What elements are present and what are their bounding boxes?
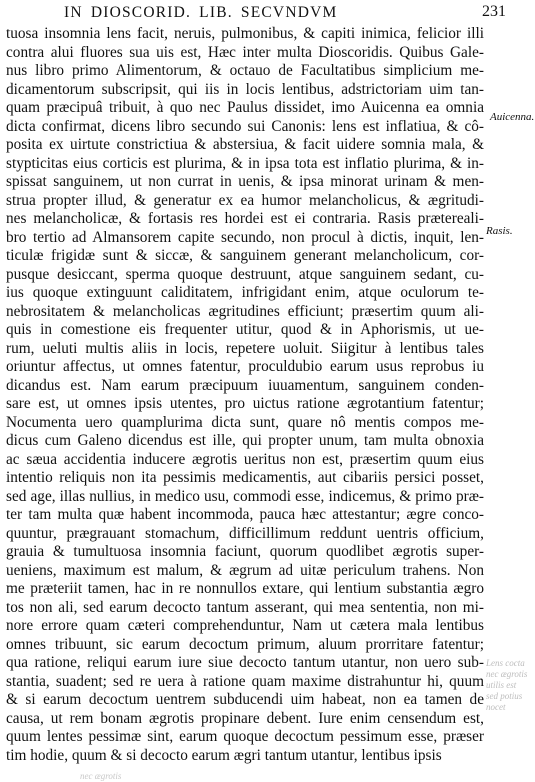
show-through-line: sed potius <box>486 691 523 701</box>
text-line: quuntur, prægrauant stomachum, difficillimum reddunt uentris officium, <box>6 524 484 542</box>
text-line: dicta confirmat, dicens libro secundo sui Canonis: lens est inflatiua, & cô- <box>6 117 484 135</box>
text-line: nebrositatem & melancholicas ægritudines efficiunt; præsertim quum ali- <box>6 302 484 320</box>
text-line: contra alui fluores sua uis est, Hæc inter multa Dioscoridis. Quibus Gale- <box>6 43 484 61</box>
show-through-line: utilis est <box>486 680 517 690</box>
text-line: Nocumenta uero quamplurima dicta sunt, quare nô mentis compos me- <box>6 413 484 431</box>
text-line: ueniens, maximum est malum, & ægrum ad uitæ periculum trahens. Non <box>6 561 484 579</box>
show-through-text <box>486 658 535 782</box>
running-head <box>0 2 535 24</box>
text-line: ac sæua accidentia inducere ægrotis ueritus non est, præsertim quum eius <box>6 450 484 468</box>
text-line: dicus cum Galeno dicendus est ille, qui propter unum, tam multa obnoxia <box>6 432 484 449</box>
foot-bleed-text: nec ægrotis <box>80 771 122 781</box>
text-line: pusque desiccant, sperma quoque destruunt, atque sanguinem sedant, cu- <box>6 265 484 283</box>
text-line: nore errore quam cæteri comprehenduntur, Nam ut cætera mala lentibus <box>6 617 484 634</box>
text-line: sare est, ut omnes ipsis utentes, pro uictus ratione ægrotantium fatentur; <box>6 395 484 412</box>
page-number: 231 <box>482 3 506 20</box>
text-line: spissat sanguinem, ut non currat in uenis, & ipsa minorat urinam & men- <box>6 173 484 190</box>
text-line: grauia & tumultuosa insomnia faciunt, quorum quodlibet ægrotis super- <box>6 543 484 560</box>
text-line: ius quoque extinguunt caliditatem, infrigidant enim, atque oculorum te- <box>6 284 484 301</box>
text-line: tuosa insomnia lens facit, neruis, pulmonibus, & capiti inimica, felicior illi <box>6 25 484 42</box>
text-line: stantia, suadent; sed re uera à ratione quam maxime distrahuntur hi, quum <box>6 672 484 690</box>
text-line: causa, ut rem bonam ægrotis propinare debent. Iure enim censendum est, <box>6 709 484 727</box>
text-line: omnes tribuunt, sic earum decoctum primum, aluum prorritare fatentur; <box>6 635 484 653</box>
show-through-line: Lens cocta <box>486 658 525 668</box>
running-title: IN DIOSCORID. LIB. SECVNDVM <box>64 4 338 21</box>
text-line: stypticitas eius corticis est plurima, & in ipsa tota est inflatio plurima, & in- <box>6 154 484 172</box>
text-line: & si earum decoctum uentrem subducendi uim habeat, non ea tamen de <box>6 691 484 708</box>
text-line: sed age, illas nullius, in medico usu, commodi esse, indicemus, & primo præ- <box>6 487 484 505</box>
text-line: posita ex uirtute constrictiua & abstersiua, & facit uidere somnia mala, & <box>6 136 484 153</box>
text-line: rum, ueluti multis aliis in locis, repetere uoluit. Siigitur à lentibus tales <box>6 339 484 357</box>
show-through-line: nec ægrotis <box>486 669 528 679</box>
text-line: quum lentes pessimæ sint, earum quoque decoctum pessimum esse, præser <box>6 728 484 745</box>
margin-note-rasis: Rasis. <box>486 225 513 237</box>
text-line: quam præcipuâ tribuit, à quo nec Paulus dissidet, imo Auicenna ea omnia <box>6 99 484 116</box>
show-through-line: nocet <box>486 702 506 712</box>
text-line: bro tertio ad Almansorem capite secundo, non procul à dictis, inquit, len- <box>6 228 484 246</box>
margin-note-avicenna: Auicenna. <box>490 111 535 123</box>
text-line: tim hodie, quum & si decocto earum ægri tantum utantur, lentibus ipsis <box>6 746 442 764</box>
text-line: dicandus est. Nam earum præcipuum iuuamentum, sanguinem conden- <box>6 376 484 394</box>
text-line: nes melancholicæ, & fortasis res hordei est ei contraria. Rasis prætereali- <box>6 210 484 227</box>
text-line: ter tam multa quæ habent incommoda, pauca hæc attestantur; ægre conco- <box>6 506 484 523</box>
text-line: strua propter illud, & generatur ex ea humor melancholicus, & ægritudi- <box>6 191 484 209</box>
text-line: nus libro primo Alimentorum, & octauo de Facultatibus simplicium me- <box>6 62 484 79</box>
text-line: me præteriit tamen, hac in re nonnullos extare, qui lentium substantia ægro <box>6 580 484 597</box>
text-line: qua ratione, reliqui earum iure siue decocto tantum utantur, non uero sub- <box>6 654 484 671</box>
text-line: intentio reliquis non ita pessimis medicamentis, aut cibariis persici posset, <box>6 469 484 486</box>
text-line: ticulæ frigidæ sunt & siccæ, & sanguinem generant melancholicum, cor- <box>6 247 484 264</box>
text-line: quis in comestione eis frequenter utitur, quod & in Aphorismis, ut ue- <box>6 321 484 338</box>
text-line: tos non ali, sed earum decocto tantum asserant, qui mea sententia, non mi- <box>6 598 484 616</box>
body-text <box>6 25 484 765</box>
text-line: dicamentorum subscripsit, qui iis in locis lentibus, adstrictoriam uim tan- <box>6 80 484 98</box>
text-line: oriuntur affectus, ut omnes fatentur, proculdubio earum usus reprobus iu <box>6 358 484 375</box>
